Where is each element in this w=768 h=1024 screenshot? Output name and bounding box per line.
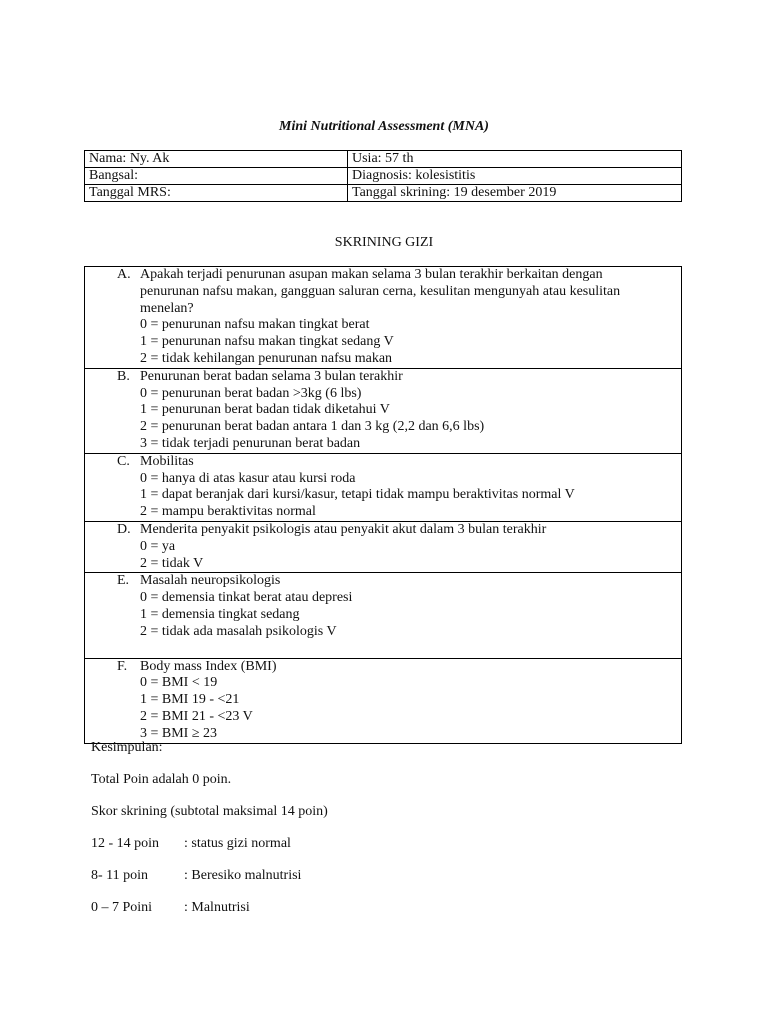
question-line: penurunan nafsu makan, gangguan saluran cerna, kesulitan mengunyah atau kesulitan: [140, 283, 621, 299]
option-line: 1 = penurunan berat badan tidak diketahui V: [140, 402, 390, 418]
question-letter: E.: [117, 573, 130, 589]
question-line: Menderita penyakit psikologis atau penyakit akut dalam 3 bulan terakhir: [140, 521, 547, 537]
bangsal-cell: Bangsal:: [85, 168, 348, 185]
option-line: 1 = demensia tingkat sedang: [140, 606, 300, 622]
score-range: 0 – 7 Poini: [91, 900, 153, 915]
score-range-row: [91, 836, 291, 852]
score-status: : Beresiko malnutrisi: [184, 868, 302, 883]
question-c: [85, 453, 681, 521]
question-a: [85, 267, 681, 368]
question-line: Apakah terjadi penurunan asupan makan selama 3 bulan terakhir berkaitan dengan: [140, 267, 603, 282]
question-letter: B.: [117, 368, 130, 384]
option-line: 3 = tidak terjadi penurunan berat badan: [140, 435, 361, 451]
tanggal-mrs-cell: Tanggal MRS:: [85, 185, 348, 202]
question-line: Penurunan berat badan selama 3 bulan terakhir: [140, 368, 403, 384]
question-f: [85, 658, 681, 743]
tanggal-skrining-cell: Tanggal skrining: 19 desember 2019: [348, 185, 682, 202]
score-range: 12 - 14 poin: [91, 836, 160, 851]
total-points: Total Poin adalah 0 poin.: [91, 772, 232, 787]
question-letter: F.: [117, 658, 128, 674]
screening-score-note: Skor skrining (subtotal maksimal 14 poin): [91, 804, 328, 819]
table-row: [85, 168, 682, 185]
option-line: 0 = penurunan nafsu makan tingkat berat: [140, 317, 370, 333]
score-range: 8- 11 poin: [91, 868, 149, 883]
nama-cell: Nama: Ny. Ak: [85, 151, 348, 168]
option-line: 0 = ya: [140, 538, 176, 554]
option-line: 0 = BMI < 19: [140, 675, 218, 691]
question-e: [85, 572, 681, 657]
option-line: 2 = penurunan berat badan antara 1 dan 3 kg (2,2 dan 6,6 lbs): [140, 419, 485, 435]
option-line: 1 = penurunan nafsu makan tingkat sedang V: [140, 334, 394, 350]
patient-info-table: [84, 150, 682, 202]
option-line: 0 = penurunan berat badan >3kg (6 lbs): [140, 385, 362, 401]
question-d: [85, 521, 681, 572]
score-status: : Malnutrisi: [184, 900, 250, 915]
screening-table: [84, 266, 682, 744]
score-status: : status gizi normal: [184, 836, 291, 851]
usia-cell: Usia: 57 th: [348, 151, 682, 168]
option-line: 0 = demensia tinkat berat atau depresi: [140, 590, 353, 606]
conclusion-label: Kesimpulan:: [91, 740, 163, 755]
table-row: [85, 185, 682, 202]
option-line: 2 = BMI 21 - <23 V: [140, 708, 253, 724]
option-line: 1 = dapat beranjak dari kursi/kasur, tetapi tidak mampu beraktivitas normal V: [140, 487, 575, 503]
document-title: Mini Nutritional Assessment (MNA): [279, 119, 489, 134]
question-line: Body mass Index (BMI): [140, 658, 277, 674]
question-letter: D.: [117, 521, 131, 537]
option-line: 2 = tidak ada masalah psikologis V: [140, 623, 337, 639]
table-row: [85, 151, 682, 168]
question-b: [85, 368, 681, 453]
option-line: 2 = tidak V: [140, 555, 204, 571]
question-letter: A.: [117, 267, 131, 282]
question-line: menelan?: [140, 300, 194, 316]
option-line: 3 = BMI ≥ 23: [140, 725, 218, 741]
section-title: SKRINING GIZI: [334, 235, 434, 250]
option-line: 1 = BMI 19 - <21: [140, 692, 240, 708]
diagnosis-cell: Diagnosis: kolesistitis: [348, 168, 682, 185]
option-line: 2 = tidak kehilangan penurunan nafsu makan: [140, 350, 393, 366]
option-line: 2 = mampu beraktivitas normal: [140, 504, 316, 520]
option-line: 0 = hanya di atas kasur atau kursi roda: [140, 470, 356, 486]
question-line: Mobilitas: [140, 453, 194, 469]
score-range-row: [91, 868, 301, 884]
score-range-row: [91, 900, 250, 916]
question-letter: C.: [117, 453, 130, 469]
question-line: Masalah neuropsikologis: [140, 573, 281, 589]
